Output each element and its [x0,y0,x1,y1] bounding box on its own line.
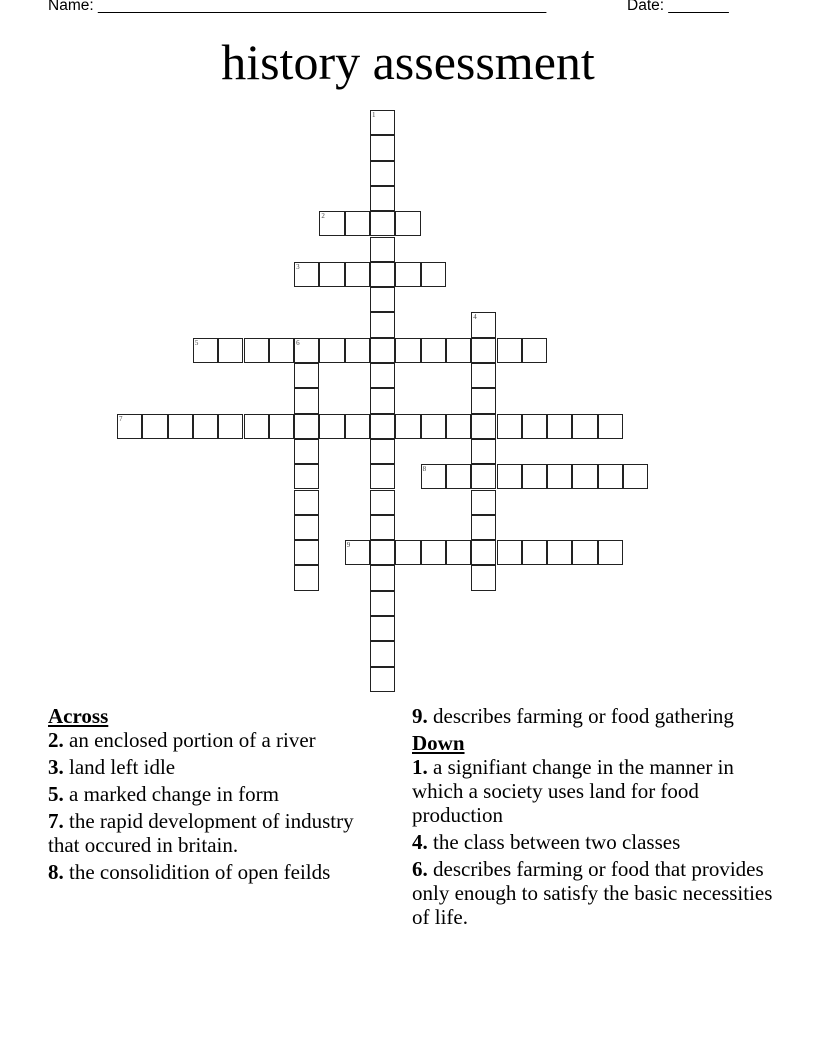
crossword-cell[interactable] [269,338,294,363]
date-field-label: Date: _______ [627,0,729,14]
clue-number-label: 5 [194,338,199,347]
crossword-cell[interactable] [345,262,370,287]
crossword-cell[interactable] [497,540,522,565]
crossword-cell[interactable] [370,237,395,262]
crossword-cell[interactable] [547,540,572,565]
crossword-cell[interactable] [421,414,446,439]
clue-number: 1. [412,755,428,779]
clue-down-1 [412,755,782,827]
crossword-cell[interactable] [421,338,446,363]
crossword-cell[interactable] [345,414,370,439]
crossword-cell[interactable] [572,540,597,565]
crossword-cell[interactable] [370,338,395,363]
crossword-cell[interactable] [319,338,344,363]
crossword-cell[interactable] [370,490,395,515]
clue-number: 6. [412,857,428,881]
crossword-cell[interactable] [572,464,597,489]
crossword-cell[interactable] [446,464,471,489]
crossword-cell[interactable] [345,211,370,236]
crossword-cell[interactable] [572,414,597,439]
crossword-cell[interactable] [319,211,344,236]
crossword-cell[interactable] [471,338,496,363]
clue-down-6 [412,857,782,929]
crossword-cell[interactable] [370,540,395,565]
crossword-cell[interactable] [370,186,395,211]
crossword-cell[interactable] [623,464,648,489]
crossword-cell[interactable] [370,464,395,489]
crossword-cell[interactable] [370,414,395,439]
clue-number-label: 6 [296,338,300,347]
clue-number-label: 1 [372,111,376,119]
clue-number-label: 2 [321,212,325,221]
crossword-cell[interactable] [244,414,269,439]
crossword-cell[interactable] [193,338,218,363]
clue-number: 5. [48,782,64,806]
crossword-cell[interactable] [598,464,623,489]
crossword-cell[interactable] [370,591,395,616]
crossword-cell[interactable] [471,414,496,439]
crossword-cell[interactable] [370,641,395,666]
crossword-cell[interactable] [547,464,572,489]
crossword-cell[interactable] [471,540,496,565]
clue-number-label: 7 [119,414,123,423]
crossword-cell[interactable] [269,414,294,439]
crossword-cell[interactable] [598,414,623,439]
crossword-cell[interactable] [471,515,496,540]
crossword-cell[interactable] [421,262,446,287]
crossword-cell[interactable] [294,414,319,439]
crossword-cell[interactable] [446,338,471,363]
crossword-cell[interactable] [522,540,547,565]
crossword-cell[interactable] [471,565,496,590]
crossword-cell[interactable] [421,464,446,489]
clue-number: 3. [48,755,64,779]
crossword-cell[interactable] [598,540,623,565]
crossword-cell[interactable] [370,439,395,464]
crossword-cell[interactable] [370,616,395,641]
clue-number: 7. [48,809,64,833]
crossword-cell[interactable] [370,388,395,413]
crossword-cell[interactable] [446,540,471,565]
crossword-cell[interactable] [294,464,319,489]
page-title: history assessment [221,34,595,90]
clue-text: the rapid development of industry that occured in britain. [48,809,354,857]
clue-down-4 [412,830,782,854]
crossword-cell[interactable] [345,338,370,363]
crossword-cell[interactable] [294,439,319,464]
clue-text: the class between two classes [427,830,681,854]
crossword-cell[interactable] [471,490,496,515]
crossword-cell[interactable] [294,540,319,565]
crossword-cell[interactable] [294,262,319,287]
crossword-cell[interactable] [294,388,319,413]
name-field-label: Name: ____________________________________________________ [48,0,547,14]
crossword-cell[interactable] [471,363,496,388]
crossword-cell[interactable] [421,540,446,565]
clue-text: a signifiant change in the manner in which a society uses land for food production [412,755,734,827]
crossword-cell[interactable] [294,490,319,515]
clue-across-7 [48,809,378,857]
crossword-cell[interactable] [345,540,370,565]
clue-number: 8. [48,860,64,884]
crossword-cell[interactable] [370,135,395,160]
crossword-cell[interactable] [370,667,395,692]
clue-number-label: 4 [473,313,477,322]
crossword-cell[interactable] [142,414,167,439]
crossword-cell[interactable] [395,540,420,565]
clues-right-column [412,704,782,932]
crossword-cell[interactable] [522,338,547,363]
crossword-cell[interactable] [370,287,395,312]
crossword-cell[interactable] [319,262,344,287]
crossword-cell[interactable] [471,439,496,464]
clue-text: land left idle [63,755,176,779]
crossword-cell[interactable] [370,161,395,186]
crossword-cell[interactable] [244,338,269,363]
crossword-cell[interactable] [497,464,522,489]
clue-number: 2. [48,728,64,752]
crossword-cell[interactable] [117,414,142,439]
clue-number: 9. [412,704,428,728]
clue-across-9 [412,704,782,728]
crossword-cell[interactable] [446,414,471,439]
crossword-cell[interactable] [319,414,344,439]
crossword-cell[interactable] [471,464,496,489]
crossword-cell[interactable] [497,414,522,439]
clue-text: describes farming or food gathering [427,704,734,728]
crossword-cell[interactable] [497,338,522,363]
across-heading: Across [48,704,109,728]
crossword-cell[interactable] [370,211,395,236]
crossword-cell[interactable] [294,338,319,363]
crossword-cell[interactable] [294,565,319,590]
clue-across-8 [48,860,378,884]
clue-number-label: 9 [346,541,351,550]
clue-text: a marked change in form [63,782,279,806]
crossword-cell[interactable] [522,464,547,489]
crossword-cell[interactable] [471,388,496,413]
crossword-cell[interactable] [547,414,572,439]
crossword-cell[interactable] [193,414,218,439]
clue-text: the consolidition of open feilds [63,860,331,884]
crossword-cell[interactable] [294,515,319,540]
crossword-cell[interactable] [370,110,395,135]
clue-number: 4. [412,830,428,854]
crossword-cell[interactable] [370,262,395,287]
crossword-cell[interactable] [522,414,547,439]
clues-left-column [48,704,378,887]
clue-number-label: 3 [296,262,300,271]
crossword-cell[interactable] [370,565,395,590]
crossword-cell[interactable] [370,312,395,337]
crossword-cell[interactable] [218,414,243,439]
crossword-cell[interactable] [218,338,243,363]
crossword-cell[interactable] [395,211,420,236]
crossword-cell[interactable] [294,363,319,388]
clue-across-2 [48,728,378,752]
crossword-cell[interactable] [395,262,420,287]
crossword-cell[interactable] [168,414,193,439]
crossword-cell[interactable] [370,515,395,540]
crossword-cell[interactable] [395,338,420,363]
clue-text: describes farming or food that provides only enough to satisfy the basic necessities of life. [412,857,773,929]
crossword-cell[interactable] [370,363,395,388]
clue-across-5 [48,782,378,806]
clue-across-3 [48,755,378,779]
crossword-cell[interactable] [395,414,420,439]
down-heading: Down [412,731,465,755]
clue-number-label: 8 [422,465,427,474]
crossword-cell[interactable] [471,312,496,337]
clue-text: an enclosed portion of a river [63,728,316,752]
